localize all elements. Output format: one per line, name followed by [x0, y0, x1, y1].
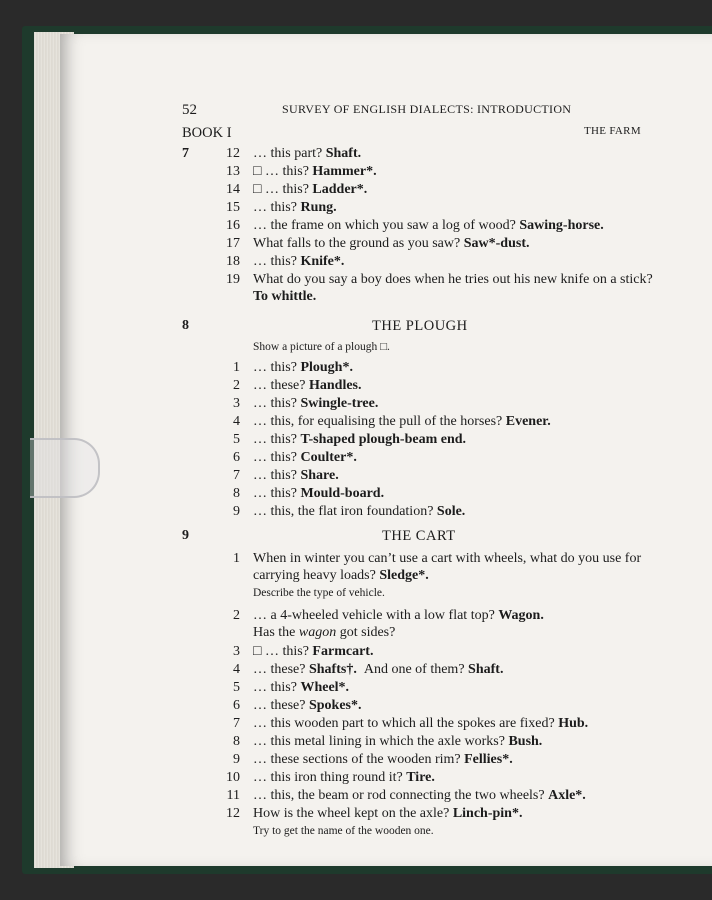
question-row: … this? Plough*.	[253, 360, 353, 375]
item-number: 6	[233, 450, 240, 465]
section-title: THE CART	[382, 528, 456, 544]
page-clip	[30, 438, 100, 498]
section-number: 8	[182, 318, 189, 333]
question-row: What falls to the ground as you saw? Saw*-dust.	[253, 236, 530, 251]
item-number: 7	[233, 468, 240, 483]
question-row: … this, the beam or rod connecting the two wheels? Axle*.	[253, 788, 586, 803]
item-number: 12	[226, 806, 240, 821]
item-number: 18	[226, 254, 240, 269]
section-label: THE FARM	[584, 125, 641, 137]
question-row: … the frame on which you saw a log of wood? Sawing-horse.	[253, 218, 604, 233]
follow-up-question: Has the wagon got sides?	[253, 625, 396, 640]
question-row: … this? T-shaped plough-beam end.	[253, 432, 467, 447]
item-number: 2	[233, 608, 240, 623]
item-number: 4	[233, 662, 240, 677]
instruction-note: Describe the type of vehicle.	[253, 587, 385, 599]
book-label: BOOK I	[182, 125, 232, 141]
section-number: 9	[182, 528, 189, 543]
question-row: … this part? Shaft.	[253, 146, 362, 161]
instruction-note: Try to get the name of the wooden one.	[253, 825, 434, 837]
item-number: 7	[233, 716, 240, 731]
item-number: 5	[233, 432, 240, 447]
item-number: 16	[226, 218, 240, 233]
question-row: … this, for equalising the pull of the horses? Evener.	[253, 414, 551, 429]
item-number: 11	[226, 788, 240, 803]
item-number: 9	[233, 504, 240, 519]
item-number: 14	[226, 182, 240, 197]
item-number: 8	[233, 734, 240, 749]
question-row: carrying heavy loads? Sledge*.	[253, 568, 429, 583]
item-number: 3	[233, 644, 240, 659]
question-row: … this? Share.	[253, 468, 339, 483]
question-row: … this? Knife*.	[253, 254, 345, 269]
question-row: … these sections of the wooden rim? Fellies*.	[253, 752, 513, 767]
section-title: THE PLOUGH	[372, 318, 468, 334]
question-row: … this iron thing round it? Tire.	[253, 770, 435, 785]
item-number: 10	[226, 770, 240, 785]
question-row: … this? Wheel*.	[253, 680, 350, 695]
question-row: … these? Shafts†. And one of them? Shaft.	[253, 662, 504, 677]
item-number: 13	[226, 164, 240, 179]
picture-box-icon: □	[253, 164, 262, 179]
section-number: 7	[182, 146, 189, 161]
picture-box-icon: □	[253, 644, 262, 659]
question-row: □ … this? Ladder*.	[253, 182, 368, 197]
item-number: 8	[233, 486, 240, 501]
item-number: 17	[226, 236, 240, 251]
answer: To whittle.	[253, 289, 317, 304]
item-number: 5	[233, 680, 240, 695]
instruction-note: Show a picture of a plough □.	[253, 341, 390, 353]
item-number: 19	[226, 272, 240, 287]
question-row: … this metal lining in which the axle works? Bush.	[253, 734, 543, 749]
item-number: 9	[233, 752, 240, 767]
item-number: 3	[233, 396, 240, 411]
item-number: 1	[233, 551, 240, 566]
question-row: … these? Spokes*.	[253, 698, 362, 713]
item-number: 12	[226, 146, 240, 161]
item-number: 6	[233, 698, 240, 713]
question-row: … this wooden part to which all the spokes are fixed? Hub.	[253, 716, 589, 731]
question-row: … a 4-wheeled vehicle with a low flat top? Wagon.	[253, 608, 544, 623]
item-number: 1	[233, 360, 240, 375]
page-number: 52	[182, 102, 197, 118]
item-number: 2	[233, 378, 240, 393]
question-row: □ … this? Farmcart.	[253, 644, 374, 659]
running-title: SURVEY OF ENGLISH DIALECTS: INTRODUCTION	[282, 102, 572, 116]
question-row: … these? Handles.	[253, 378, 362, 393]
question-row: What do you say a boy does when he tries out his new knife on a stick?	[253, 272, 653, 287]
picture-box-icon: □	[253, 182, 262, 197]
question-row: … this? Swingle-tree.	[253, 396, 379, 411]
item-number: 15	[226, 200, 240, 215]
question-row: When in winter you can’t use a cart with wheels, what do you use for	[253, 551, 642, 566]
question-row: How is the wheel kept on the axle? Linch-pin*.	[253, 806, 523, 821]
question-row: … this, the flat iron foundation? Sole.	[253, 504, 466, 519]
item-number: 4	[233, 414, 240, 429]
question-row: … this? Coulter*.	[253, 450, 357, 465]
question-row: □ … this? Hammer*.	[253, 164, 377, 179]
question-row: … this? Mould-board.	[253, 486, 385, 501]
question-row: … this? Rung.	[253, 200, 337, 215]
